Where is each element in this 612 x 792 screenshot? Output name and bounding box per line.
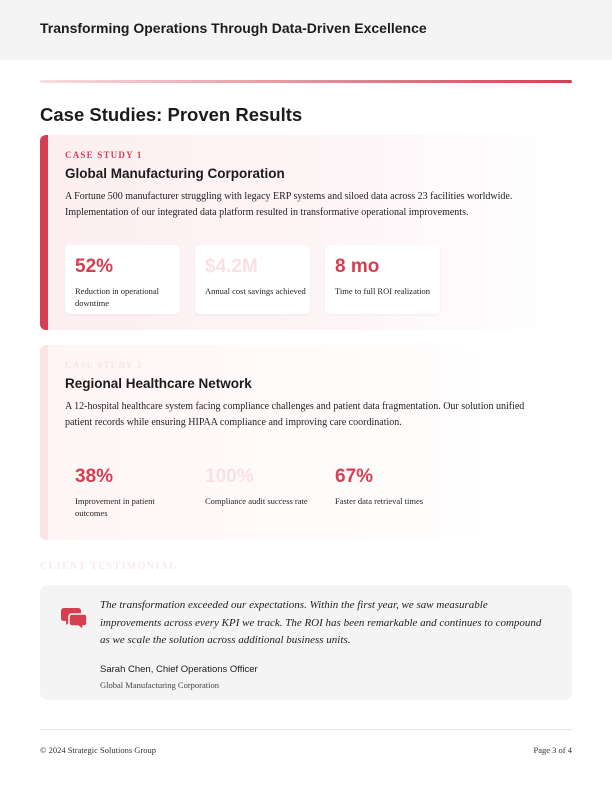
page-header [0, 0, 612, 60]
testimonial-company: Global Manufacturing Corporation [100, 680, 219, 690]
testimonial-author: Sarah Chen, Chief Operations Officer [100, 664, 258, 675]
case-study-title: Regional Healthcare Network [65, 376, 252, 391]
accent-divider [40, 80, 572, 83]
speech-bubbles-icon [61, 606, 87, 632]
case-study-description: A 12-hospital healthcare system facing compliance challenges and patient data fragmentation. Our solution unified patient records while ensuring HIPAA compliance and improving care coordination. [65, 401, 525, 428]
metric-card [195, 455, 310, 524]
page-number: Page 3 of 4 [533, 745, 572, 755]
metric-card [65, 455, 180, 524]
metric-label: Reduction in operational downtime [75, 286, 160, 308]
metric-value: $4.2M [205, 256, 258, 277]
metric-label: Annual cost savings achieved [205, 286, 306, 296]
testimonial-quote: The transformation exceeded our expectations. Within the first year, we saw measurable improvements across every KPI we track. The ROI has been remarkable and continues to compound as we scale the solution across additional business units. [100, 599, 542, 646]
metric-card [195, 245, 310, 314]
case-study-description: A Fortune 500 manufacturer struggling with legacy ERP systems and siloed data across 23 facilities worldwide. Implementation of our integrated data platform resulted in transformative operational improvements. [65, 191, 513, 218]
document-title: Transforming Operations Through Data-Driven Excellence [40, 20, 427, 36]
metric-label: Faster data retrieval times [335, 496, 424, 506]
case-study-card [40, 135, 572, 330]
metric-card [325, 455, 440, 524]
case-study-card [40, 345, 572, 540]
metric-value: 38% [75, 466, 114, 487]
metric-card [325, 245, 440, 314]
metric-label: Compliance audit success rate [205, 496, 308, 506]
metric-label: Improvement in patient outcomes [75, 496, 155, 518]
metric-value: 8 mo [335, 256, 380, 277]
metric-card [65, 245, 180, 314]
metric-value: 52% [75, 256, 114, 277]
testimonial-heading: CLIENT TESTIMONIAL [40, 561, 178, 572]
case-study-title: Global Manufacturing Corporation [65, 166, 285, 181]
case-study-label: CASE STUDY 1 [65, 150, 143, 160]
section-title: Case Studies: Proven Results [40, 104, 303, 125]
metric-value: 67% [335, 466, 374, 487]
footer-divider [40, 729, 572, 730]
metric-value: 100% [205, 466, 254, 487]
metric-label: Time to full ROI realization [335, 286, 431, 296]
testimonial-card [40, 585, 572, 700]
case-study-label: CASE STUDY 2 [65, 360, 143, 370]
footer-copyright: © 2024 Strategic Solutions Group [40, 745, 157, 755]
